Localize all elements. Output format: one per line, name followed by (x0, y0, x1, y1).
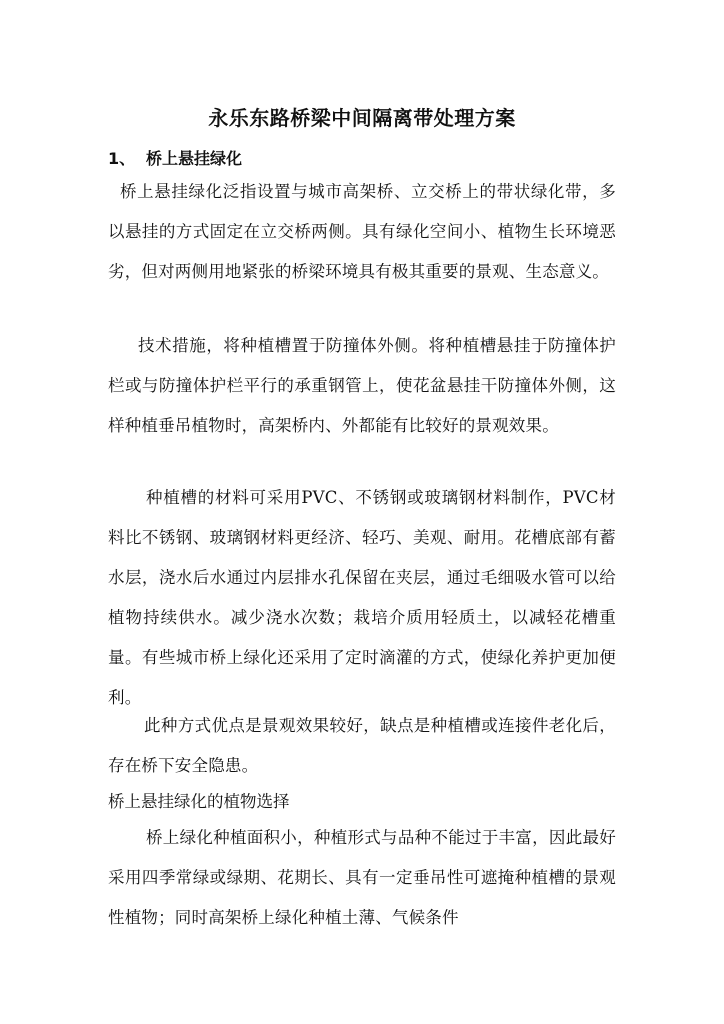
document-title: 永乐东路桥梁中间隔离带处理方案 (208, 106, 516, 130)
paragraph-materials: 种植槽的材料可采用PVC、不锈钢或玻璃钢材料制作，PVC材料比不锈钢、玻璃钢材料更经济、轻巧、美观、耐用。花槽底部有蓄水层，浇水后水通过内层排水孔保留在夹层，通过毛细吸水管可以给植物持续供水。减少浇水次数；栽培介质用轻质土，以减轻花槽重量。有些城市桥上绿化还采用了定时滴灌的方式，使绿化养护更加便利。 (108, 488, 616, 707)
paragraph-intro: 桥上悬挂绿化泛指设置与城市高架桥、立交桥上的带状绿化带，多以悬挂的方式固定在立交桥两侧。具有绿化空间小、植物生长环境恶劣，但对两侧用地紧张的桥梁环境具有极其重要的景观、生态意义。 (108, 182, 616, 281)
paragraph-technical-measures: 技术措施，将种植槽置于防撞体外侧。将种植槽悬挂于防撞体护栏或与防撞体护栏平行的承重钢管上，使花盆悬挂干防撞体外侧，这样种植垂吊植物时，高架桥内、外都能有比较好的景观效果。 (108, 336, 616, 435)
subheading-plant-selection: 桥上悬挂绿化的植物选择 (108, 792, 290, 811)
section-heading-text: 桥上悬挂绿化 (146, 149, 243, 168)
paragraph-plant-selection: 桥上绿化种植面积小，种植形式与品种不能过于丰富，因此最好采用四季常绿或绿期、花期长、具有一定垂吊性可遮掩种植槽的景观性植物；同时高架桥上绿化种植土薄、气候条件 (108, 828, 616, 927)
paragraph-pros-cons: 此种方式优点是景观效果较好，缺点是种植槽或连接件老化后，存在桥下安全隐患。 (108, 716, 616, 775)
section-number: 1、 (108, 149, 136, 168)
section-heading (108, 146, 242, 169)
